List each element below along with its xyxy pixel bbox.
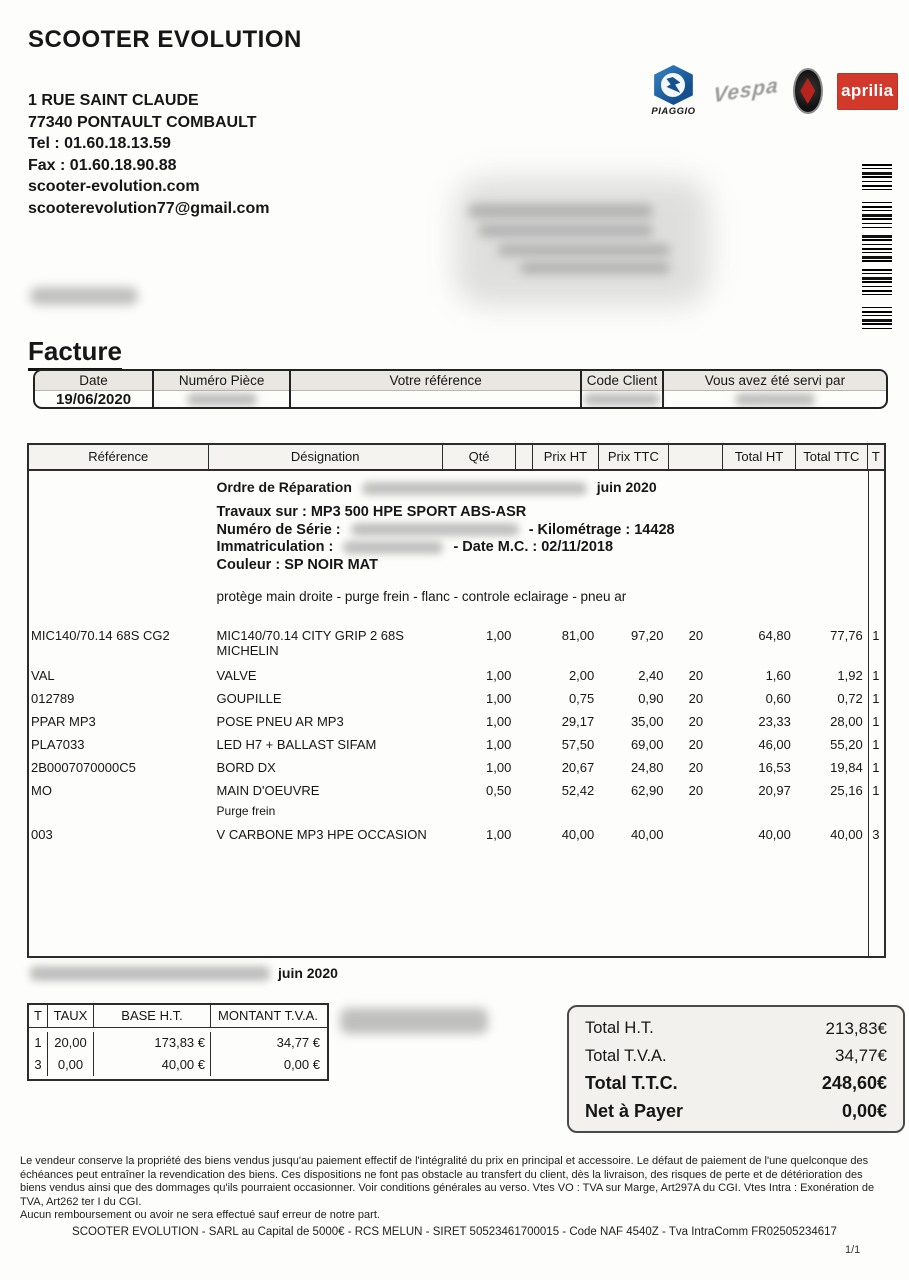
item-qty: 1,00: [486, 737, 512, 752]
spacer-cell: [516, 760, 532, 775]
redacted-piece-number: [187, 393, 257, 406]
item-total-ttc: 25,16: [830, 783, 863, 798]
item-designation: POSE PNEU AR MP3: [216, 714, 344, 729]
address-line-1: 1 RUE SAINT CLAUDE: [28, 92, 199, 109]
item-reference: MIC140/70.14 68S CG2: [31, 628, 170, 643]
col-header-prix-ttc: Prix TTC: [599, 445, 668, 469]
vehicle-immat-line: [217, 539, 884, 557]
item-prix-ttc: 24,80: [630, 760, 664, 775]
tva-header-base: BASE H.T.: [94, 1005, 211, 1027]
table-row: [29, 760, 884, 775]
total-tva-value: 34,77€: [835, 1046, 887, 1066]
vespa-logo: Vespa: [712, 73, 780, 108]
item-total-ttc: 40,00: [830, 827, 863, 842]
tva-header-taux: TAUX: [48, 1005, 94, 1027]
item-prix-ht: 2,00: [568, 668, 595, 683]
totals-box: [567, 1005, 905, 1133]
item-prix-ttc: 62,90: [630, 783, 664, 798]
vehicle-serial-line: [217, 522, 884, 540]
item-rows: [29, 628, 884, 842]
total-tva-label: Total T.V.A.: [585, 1046, 667, 1065]
legal-paragraph-1: Le vendeur conserve la propriété des biens vendus jusqu'au paiement effectif de l'intégralité du prix en principal et accessoire. Le défaut de paiement de l'une quelconque des échéances peut entraîner la revendication des biens. Ces dispositions ne font pas obstacle au transfert du client, dès la livraison, des risques de perte et de détérioration des biens vendus ainsi que des dommages qu'ils pourraient occasionner. Voir conditions générales au verso. Vtes VO : TVA sur Marge, Art297A du CGI. Vtes Intra : Exonération de TVA, Art262 ter I du CGI.: [20, 1155, 875, 1208]
table-row: [29, 827, 884, 842]
spacer-cell: [516, 628, 532, 658]
redacted-customer-line: [520, 262, 670, 274]
redacted-seller-name: [735, 393, 815, 406]
tva-code: 1: [29, 1032, 48, 1054]
redacted-customer-line: [468, 204, 653, 218]
company-registration-line: SCOOTER EVOLUTION - SARL au Capital de 5000€ - RCS MELUN - SIRET 50523461700015 - Code NAF 4540Z - Tva IntraComm FR02505234617: [72, 1226, 837, 1238]
redacted-customer-line: [478, 224, 653, 237]
item-total-ht: 20,97: [758, 783, 791, 798]
item-total-ht: 23,33: [758, 714, 791, 729]
item-designation: GOUPILLE: [216, 691, 282, 706]
info-col-servi: [664, 371, 886, 407]
company-address-block: [28, 90, 269, 219]
item-prix-ht: 0,75: [568, 691, 595, 706]
items-table: [27, 443, 886, 958]
km-label: - Kilométrage : 14428: [528, 521, 675, 538]
order-repair-label: Ordre de Réparation: [216, 479, 352, 495]
redacted-payment-info: [340, 1008, 488, 1034]
item-t-code: 1: [872, 628, 880, 643]
col-header-total-ht: Total HT: [723, 445, 796, 469]
item-t-code: 1: [872, 691, 880, 706]
item-total-ttc: 0,72: [837, 691, 863, 706]
tva-code: 3: [29, 1054, 48, 1076]
tva-row: [29, 1054, 327, 1076]
website-line: scooter-evolution.com: [28, 178, 200, 195]
items-table-header: [29, 445, 884, 471]
legal-paragraph-2: Aucun remboursement ou avoir ne sera effectué sauf erreur de notre part.: [20, 1209, 380, 1221]
tva-row: [29, 1032, 327, 1054]
table-row: [29, 783, 884, 798]
tva-base-ht: 173,83 €: [94, 1032, 211, 1054]
invoice-reference-value: [291, 391, 580, 407]
item-reference: MO: [31, 783, 52, 798]
item-t-code: 3: [872, 827, 880, 842]
tva-amount: 0,00 €: [283, 1057, 320, 1072]
item-designation: VALVE: [216, 668, 257, 683]
col-header-designation: Désignation: [209, 445, 443, 469]
item-tva-rate: [669, 827, 724, 842]
item-total-ht: 64,80: [758, 628, 791, 643]
legal-terms: [20, 1155, 886, 1223]
info-header-piece: Numéro Pièce: [154, 371, 289, 391]
table-row: [29, 714, 884, 729]
item-tva-rate: 20: [688, 691, 704, 706]
col-header-qte: Qté: [443, 445, 517, 469]
item-designation: V CARBONE MP3 HPE OCCASION: [216, 827, 427, 842]
item-designation: LED H7 + BALLAST SIFAM: [216, 737, 377, 752]
item-reference: 003: [31, 827, 53, 842]
col-header-tva-spacer: [669, 445, 724, 469]
brand-logos: [648, 62, 898, 120]
spacer-cell: [516, 668, 532, 683]
table-row: [29, 737, 884, 752]
item-prix-ttc: 40,00: [630, 827, 664, 842]
invoice-info-table: [33, 369, 888, 409]
spacer-cell: [516, 783, 532, 798]
item-qty: 1,00: [486, 628, 512, 643]
order-repair-date: juin 2020: [596, 479, 657, 495]
aprilia-wordmark: aprilia: [841, 81, 894, 100]
item-total-ht: 1,60: [765, 668, 791, 683]
items-table-body: [29, 471, 884, 842]
total-ttc-row: [585, 1070, 887, 1098]
vehicle-model-line: Travaux sur : MP3 500 HPE SPORT ABS-ASR: [216, 504, 527, 520]
fax-line: Fax : 01.60.18.90.88: [28, 156, 177, 174]
item-total-ht: 0,60: [765, 691, 791, 706]
item-t-code: 1: [872, 760, 880, 775]
col-header-t: T: [871, 449, 880, 464]
item-reference: 012789: [31, 691, 75, 706]
email-line: scooterevolution77@gmail.com: [28, 199, 270, 217]
table-row: [29, 628, 884, 658]
item-prix-ht: 20,67: [561, 760, 595, 775]
total-ht-label: Total H.T.: [585, 1019, 654, 1038]
item-total-ht: 16,53: [758, 760, 791, 775]
total-ttc-value: 248,60€: [821, 1073, 887, 1094]
item-tva-rate: 20: [688, 760, 704, 775]
immat-label: Immatriculation :: [216, 539, 334, 555]
info-col-client: [582, 371, 664, 407]
item-total-ttc: 77,76: [830, 628, 863, 643]
item-prix-ttc: 97,20: [630, 628, 664, 643]
gilera-diamond-icon: [800, 78, 815, 104]
page-title: Facture: [28, 336, 122, 371]
tva-base-ht: 40,00 €: [94, 1054, 211, 1076]
redacted-field: [30, 287, 138, 305]
item-qty: 0,50: [486, 783, 512, 798]
item-designation: BORD DX: [216, 760, 276, 775]
item-tva-rate: 20: [688, 737, 704, 752]
item-prix-ttc: 2,40: [638, 668, 664, 683]
info-col-date: [35, 371, 154, 407]
vehicle-color-line: Couleur : SP NOIR MAT: [216, 556, 378, 573]
item-tva-rate: 20: [688, 783, 704, 798]
redacted-client-code: [584, 393, 660, 406]
net-a-payer-label: Net à Payer: [585, 1100, 684, 1121]
total-tva-row: [585, 1043, 887, 1071]
total-ttc-label: Total T.T.C.: [585, 1073, 678, 1094]
piaggio-arrow-icon: [666, 77, 680, 93]
page-number: 1/1: [845, 1244, 861, 1256]
company-name: SCOOTER EVOLUTION: [28, 26, 302, 53]
address-line-2: 77340 PONTAULT COMBAULT: [28, 113, 257, 131]
redacted-plate-number: [343, 541, 443, 554]
info-header-client: Code Client: [582, 371, 662, 391]
item-sub-note: Purge frein: [216, 804, 276, 818]
info-header-reference: Votre référence: [291, 371, 580, 391]
piaggio-wordmark: PIAGGIO: [651, 106, 696, 117]
col-header-prix-ht: Prix HT: [533, 445, 600, 469]
phone-line: Tel : 01.60.18.13.59: [28, 135, 171, 152]
item-qty: 1,00: [486, 668, 512, 683]
table-row: [29, 668, 884, 683]
item-prix-ht: 52,42: [561, 783, 595, 798]
item-qty: 1,00: [486, 827, 512, 842]
spacer-cell: [516, 691, 532, 706]
gilera-logo: [793, 68, 822, 114]
order-repair-line: [217, 479, 884, 495]
item-tva-rate: 20: [688, 628, 704, 643]
item-prix-ht: 29,17: [561, 714, 595, 729]
info-col-reference: [291, 371, 582, 407]
info-col-piece: [154, 371, 291, 407]
item-prix-ttc: 69,00: [630, 737, 664, 752]
invoice-date: 19/06/2020: [56, 391, 132, 408]
item-tva-rate: 20: [688, 714, 704, 729]
tva-rate: 20,00: [48, 1032, 94, 1054]
tva-rate: 0,00: [48, 1054, 94, 1076]
aprilia-logo: [837, 73, 898, 110]
item-prix-ht: 40,00: [561, 827, 595, 842]
item-t-code: 1: [872, 714, 880, 729]
tva-header-t: T: [29, 1005, 48, 1027]
piaggio-shield-icon: [651, 65, 695, 105]
item-total-ht: 40,00: [758, 827, 791, 842]
info-header-date: Date: [35, 371, 152, 391]
net-a-payer-row: [585, 1098, 887, 1126]
spacer-cell: [516, 737, 532, 752]
item-reference: PPAR MP3: [31, 714, 96, 729]
table-row: [29, 691, 884, 706]
serial-label: Numéro de Série :: [216, 521, 341, 538]
bottom-order-date: juin 2020: [278, 965, 338, 981]
item-total-ttc: 1,92: [837, 668, 863, 683]
work-description: protège main droite - purge frein - flanc - controle eclairage - pneu ar: [216, 589, 627, 604]
redacted-customer-line: [498, 244, 670, 256]
item-tva-rate: 20: [688, 668, 704, 683]
spacer-cell: [516, 714, 532, 729]
item-prix-ttc: 0,90: [638, 691, 664, 706]
redacted-order-number: [362, 482, 587, 495]
tva-header-montant: MONTANT T.V.A.: [218, 1008, 318, 1023]
info-header-servi: Vous avez été servi par: [664, 371, 886, 391]
item-qty: 1,00: [486, 714, 512, 729]
item-total-ttc: 55,20: [830, 737, 863, 752]
date-mc-label: - Date M.C. : 02/11/2018: [453, 539, 614, 555]
tva-amount: 34,77 €: [276, 1035, 320, 1050]
item-t-code: 1: [872, 737, 880, 752]
tva-table-header: [29, 1005, 327, 1028]
item-reference: PLA7033: [31, 737, 85, 752]
col-header-total-ttc: Total TTC: [796, 445, 868, 469]
total-ht-value: 213,83€: [825, 1018, 887, 1038]
item-qty: 1,00: [486, 760, 512, 775]
col-header-spacer: [516, 445, 532, 469]
item-total-ht: 46,00: [758, 737, 791, 752]
redacted-order-reference: [30, 966, 270, 981]
item-qty: 1,00: [486, 691, 512, 706]
item-reference: 2B0007070000C5: [31, 760, 136, 775]
item-t-code: 1: [872, 783, 880, 798]
bottom-order-line: [30, 965, 338, 981]
spacer-cell: [516, 827, 532, 842]
item-t-code: 1: [872, 668, 880, 683]
net-a-payer-value: 0,00€: [841, 1100, 887, 1121]
item-total-ttc: 28,00: [830, 714, 863, 729]
total-ht-row: [585, 1015, 887, 1043]
item-prix-ht: 57,50: [561, 737, 595, 752]
col-header-reference: Référence: [29, 445, 209, 469]
item-prix-ht: 81,00: [561, 628, 595, 643]
tva-summary-table: [27, 1003, 329, 1081]
barcode: [862, 164, 892, 332]
redacted-serial-number: [351, 523, 519, 536]
piaggio-logo: [648, 65, 699, 117]
item-total-ttc: 19,84: [830, 760, 863, 775]
item-prix-ttc: 35,00: [630, 714, 664, 729]
item-designation: MIC140/70.14 CITY GRIP 2 68S MICHELIN: [216, 628, 404, 658]
vehicle-info-block: [217, 504, 884, 574]
item-reference: VAL: [31, 668, 55, 683]
item-designation: MAIN D'OEUVRE: [216, 783, 320, 798]
redacted-customer-block: [455, 178, 710, 306]
